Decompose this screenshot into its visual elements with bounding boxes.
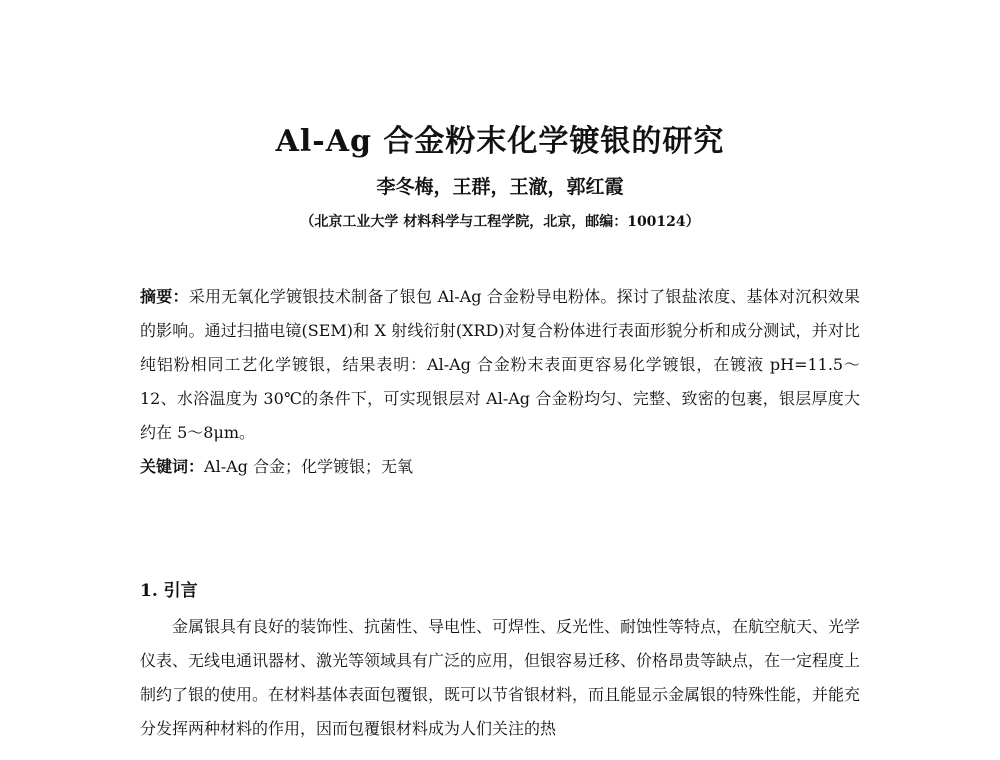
paper-title: Al-Ag 合金粉末化学镀银的研究 <box>275 124 725 159</box>
keywords-label: 关键词： <box>140 457 205 476</box>
abstract-paragraph <box>140 280 860 450</box>
abstract-text: 采用无氧化学镀银技术制备了银包 Al-Ag 合金粉导电粉体。探讨了银盐浓度、基体对沉积效果的影响。通过扫描电镜(SEM)和 X 射线衍射(XRD)对复合粉体进行表面形貌分析和成分测试，并对比纯铝粉相同工艺化学镀银，结果表明：Al-Ag 合金粉末表面更容易化学镀银，在镀液 pH=11.5～12、水浴温度为 30℃的条件下，可实现银层对 Al-Ag 合金粉均匀、完整、致密的包裹，银层厚度大约在 5～8μm。 <box>140 287 860 442</box>
abstract-label: 摘要： <box>140 287 189 306</box>
section-heading-introduction: 1. 引言 <box>140 581 198 601</box>
affiliation: （北京工业大学 材料科学与工程学院，北京，邮编：100124） <box>300 214 700 230</box>
author-list: 李冬梅，王群，王澈，郭红霞 <box>376 176 624 198</box>
introduction-paragraph: 金属银具有良好的装饰性、抗菌性、导电性、可焊性、反光性、耐蚀性等特点，在航空航天、光学仪表、无线电通讯器材、激光等领域具有广泛的应用，但银容易迁移、价格昂贵等缺点，在一定程度上制约了银的使用。在材料基体表面包覆银，既可以节省银材料，而且能显示金属银的特殊性能，并能充分发挥两种材料的作用，因而包覆银材料成为人们关注的热 <box>140 617 861 738</box>
keywords-paragraph <box>140 450 860 484</box>
keywords-text: Al-Ag 合金；化学镀银；无氧 <box>204 457 413 476</box>
